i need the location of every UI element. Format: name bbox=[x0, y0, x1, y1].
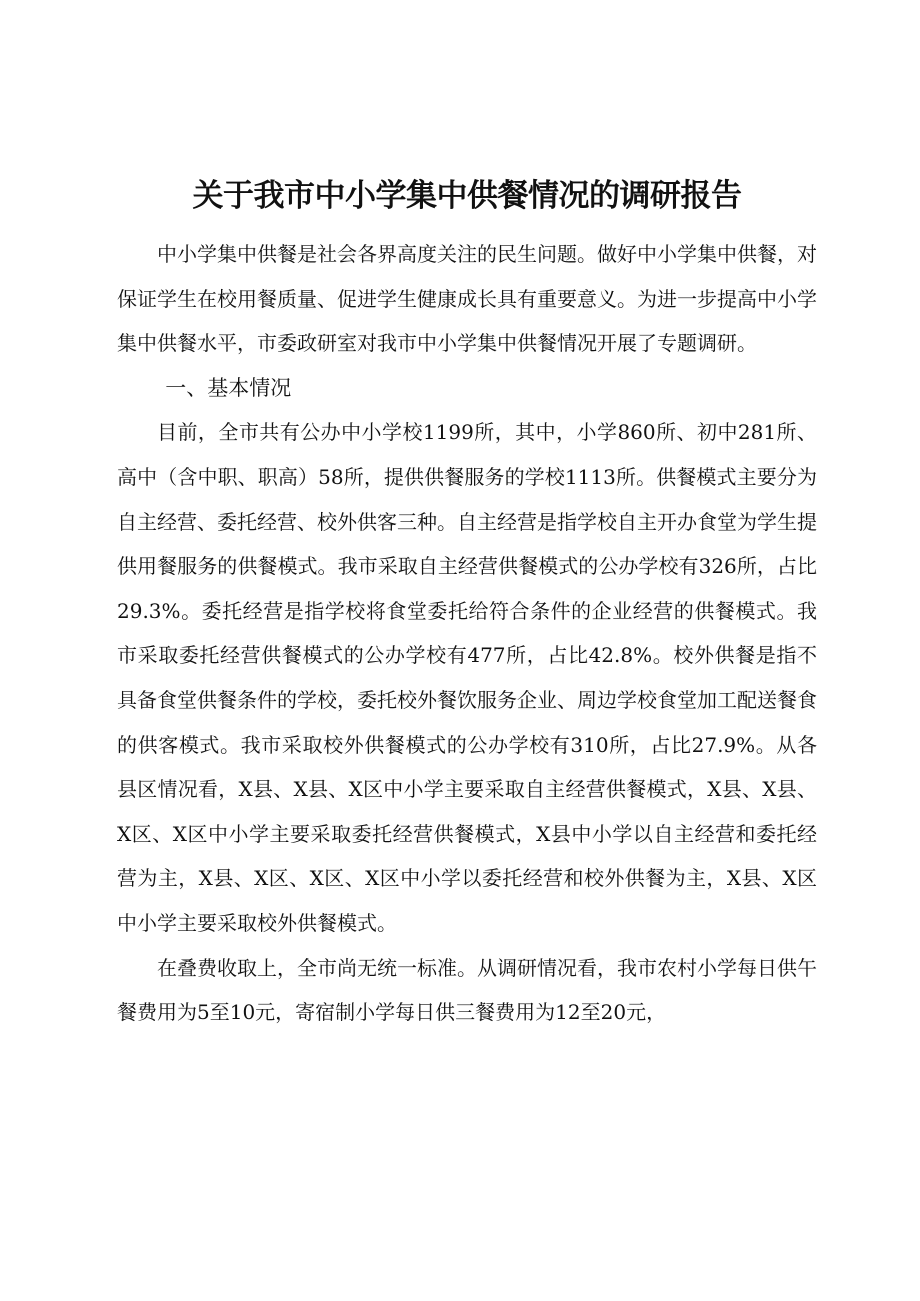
document-page bbox=[117, 170, 817, 1035]
document-title: 关于我市中小学集中供餐情况的调研报告 bbox=[192, 178, 742, 214]
meal-fee-paragraph: 在叠费收取上，全市尚无统一标准。从调研情况看，我市农村小学每日供午餐费用为5至10元，寄宿制小学每日供三餐费用为12至20元， bbox=[117, 955, 817, 1025]
intro-paragraph: 中小学集中供餐是社会各界高度关注的民生问题。做好中小学集中供餐，对保证学生在校用餐质量、促进学生健康成长具有重要意义。为进一步提高中小学集中供餐水平，市委政研室对我市中小学集中供餐情况开展了专题调研。 bbox=[117, 242, 817, 356]
basic-situation-paragraph: 目前，全市共有公办中小学校1199所，其中，小学860所、初中281所、高中（含中职、职高）58所，提供供餐服务的学校1113所。供餐模式主要分为自主经营、委托经营、校外供客三种。自主经营是指学校自主开办食堂为学生提供用餐服务的供餐模式。我市采取自主经营供餐模式的公办学校有326所，占比29.3%。委托经营是指学校将食堂委托给符合条件的企业经营的供餐模式。我市采取委托经营供餐模式的公办学校有477所，占比42.8%。校外供餐是指不具备食堂供餐条件的学校，委托校外餐饮服务企业、周边学校食堂加工配送餐食的供客模式。我市采取校外供餐模式的公办学校有310所，占比27.9%。从各县区情况看，X县、X县、X区中小学主要采取自主经营供餐模式，X县、X县、X区、X区中小学主要采取委托经营供餐模式，X县中小学以自主经营和委托经营为主，X县、X区、X区、X区中小学以委托经营和校外供餐为主，X县、X区中小学主要采取校外供餐模式。 bbox=[117, 420, 817, 935]
section-heading-basic-situation: 一、基本情况 bbox=[165, 375, 292, 400]
